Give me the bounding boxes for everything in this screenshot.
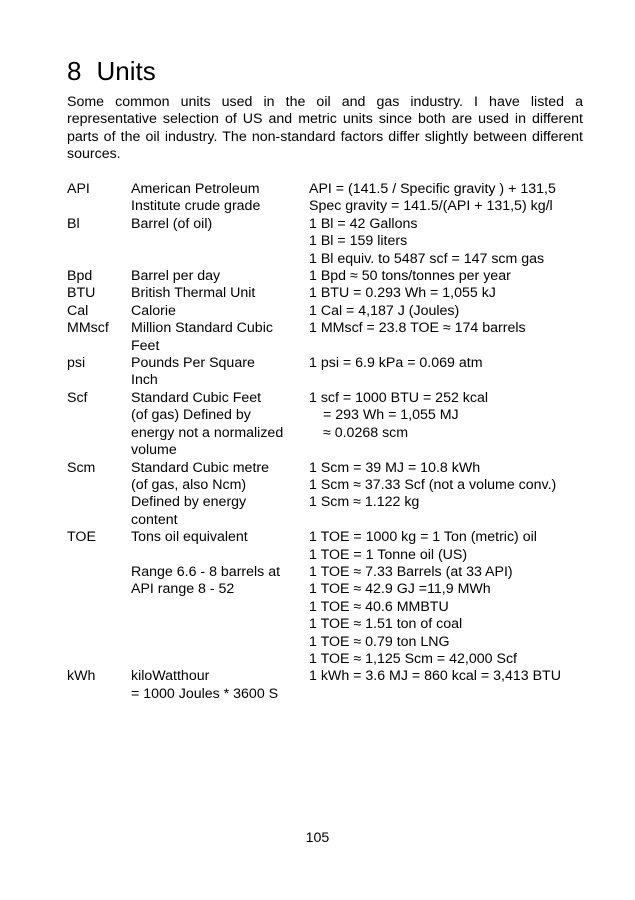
unit-conversion [309,355,587,390]
section-title: Units [96,56,156,86]
unit-name-line: (of gas, also Ncm) [131,476,247,493]
conversion-line: 1 kWh = 3.6 MJ = 860 kcal = 3,413 BTU [309,668,561,685]
unit-row-cal [67,303,587,320]
conversion-line: = 293 Wh = 1,055 MJ [323,407,459,424]
unit-name [131,355,309,390]
unit-conversion [309,460,587,530]
unit-name-line: Calorie [131,302,176,319]
unit-row-bpd [67,268,587,285]
unit-name-line: = 1000 Joules * 3600 S [131,685,279,702]
conversion-line: 1 Bl = 159 liters [309,233,408,250]
unit-conversion [309,529,587,668]
unit-conversion [309,668,587,703]
unit-name-line [131,547,309,564]
conversion-line: 1 Cal = 4,187 J (Joules) [309,302,460,319]
unit-abbr: TOE [67,529,96,546]
conversion-line: 1 TOE = 1 Tonne oil (US) [309,546,468,563]
unit-name [131,303,309,320]
page-number: 105 [305,830,330,846]
unit-conversion [309,303,587,320]
conversion-line: 1 TOE ≈ 7.33 Barrels (at 33 API) [309,563,513,580]
units-table [67,181,587,703]
unit-name-line: Defined by energy [131,494,247,511]
unit-name [131,668,309,703]
unit-name [131,268,309,285]
conversion-line: 1 TOE ≈ 1,125 Scm = 42,000 Scf [309,650,517,667]
unit-abbr: psi [67,355,86,372]
conversion-line: 1 Scm ≈ 1.122 kg [309,494,420,511]
conversion-line: 1 Bpd ≈ 50 tons/tonnes per year [309,268,511,285]
unit-row-scm [67,460,587,530]
conversion-line: 1 Scm ≈ 37.33 Scf (not a volume conv.) [309,476,557,493]
unit-name-line: Standard Cubic metre [131,459,270,476]
unit-abbr: Scm [67,459,96,476]
unit-name-line: content [131,511,178,528]
unit-name-line: Pounds Per Square [131,355,255,372]
unit-conversion [309,390,587,460]
conversion-line: Spec gravity = 141.5/(API + 131,5) kg/l [309,198,553,215]
unit-row-psi [67,355,587,390]
unit-name-line: Inch [131,372,158,389]
unit-conversion [309,320,587,355]
conversion-line: 1 TOE ≈ 42.9 GJ =11,9 MWh [309,581,491,598]
unit-conversion [309,268,587,285]
page-title [67,56,156,86]
unit-abbr: Cal [67,302,89,319]
conversion-line: 1 TOE = 1000 kg = 1 Ton (metric) oil [309,529,537,546]
section-number: 8 [67,56,82,86]
unit-name-line: kiloWatthour [131,668,210,685]
conversion-line: 1 BTU = 0.293 Wh = 1,055 kJ [309,285,496,302]
conversion-line: API = (141.5 / Specific gravity ) + 131,5 [309,181,556,197]
unit-abbr: API [67,181,90,197]
conversion-line: 1 TOE ≈ 1.51 ton of coal [309,616,463,633]
unit-name-line: Range 6.6 - 8 barrels at [131,563,281,580]
conversion-line: 1 psi = 6.9 kPa = 0.069 atm [309,355,483,372]
conversion-line: 1 Bl equiv. to 5487 scf = 147 scm gas [309,250,545,267]
unit-name [131,285,309,302]
conversion-line: 1 scf = 1000 BTU = 252 kcal [309,389,489,406]
unit-name-line: API range 8 - 52 [131,581,235,598]
unit-name-line: Standard Cubic Feet [131,389,262,406]
unit-row-mmscf [67,320,587,355]
conversion-line: 1 Bl = 42 Gallons [309,215,418,232]
unit-name [131,529,309,668]
unit-abbr: MMscf [67,320,109,337]
unit-conversion [309,216,587,268]
conversion-line: ≈ 0.0268 scm [323,424,409,441]
intro-paragraph: Some common units used in the oil and gas industry. I have listed a representative selection of US and metric units since both are used in different parts of the oil industry. The non-standard factors differ slightly between different sources. [67,94,583,163]
unit-name [131,460,309,530]
unit-row-api [67,181,587,216]
unit-row-bl [67,216,587,268]
conversion-line: 1 TOE ≈ 0.79 ton LNG [309,633,450,650]
unit-name-line: Barrel per day [131,268,221,285]
unit-abbr: Bl [67,215,80,232]
unit-name-line: Tons oil equivalent [131,529,248,546]
unit-name-line: energy not a normalized [131,424,284,441]
unit-name-line: Million Standard Cubic [131,320,273,337]
conversion-line: 1 TOE ≈ 40.6 MMBTU [309,598,449,615]
unit-name [131,390,309,460]
unit-name-line: (of gas) Defined by [131,407,251,424]
unit-row-btu [67,285,587,302]
unit-abbr: Scf [67,389,88,406]
unit-name-line: Institute crude grade [131,198,261,215]
unit-name-line: American Petroleum [131,181,260,197]
unit-name [131,181,309,216]
unit-abbr: Bpd [67,268,93,285]
unit-conversion [309,181,587,216]
unit-name-line: Feet [131,337,160,354]
unit-name [131,320,309,355]
unit-abbr: BTU [67,285,96,302]
unit-name-line: Barrel (of oil) [131,215,213,232]
unit-conversion [309,285,587,302]
unit-name-line: volume [131,442,177,459]
unit-row-kwh [67,668,587,703]
unit-name [131,216,309,268]
unit-name-line: British Thermal Unit [131,285,256,302]
conversion-line: 1 Scm = 39 MJ = 10.8 kWh [309,459,481,476]
unit-abbr: kWh [67,668,96,685]
unit-row-toe [67,529,587,668]
conversion-line: 1 MMscf = 23.8 TOE ≈ 174 barrels [309,320,526,337]
unit-row-scf [67,390,587,460]
